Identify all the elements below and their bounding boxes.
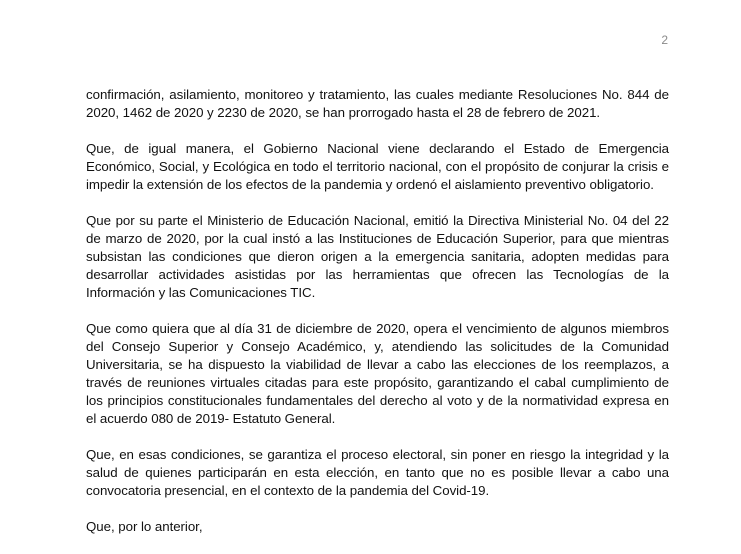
paragraph-conclusion-intro: Que, por lo anterior, [86,519,203,534]
paragraph-council-elections: Que como quiera que al día 31 de diciembre de 2020, opera el vencimiento de algunos miembros del Consejo Superior y Consejo Académico, y, atendiendo las solicitudes de la Comunidad Universitaria, se ha dispuesto la viabilidad de llevar a cabo las elecciones de los reemplazos, a través de reuniones virtuales citadas para este propósito, garantizando el cabal cumplimiento de los principios constitucionales fundamentales del derecho al voto y de la normatividad expresa en el acuerdo 080 de 2019- Estatuto General. [86,321,669,426]
paragraph-ministerial-directive: Que por su parte el Ministerio de Educación Nacional, emitió la Directiva Ministerial No. 04 del 22 de marzo de 2020, por la cual instó a las Instituciones de Educación Superior, para que mientras subsistan las condiciones que dieron origen a la emergencia sanitaria, adopten medidas para desarrollar actividades asistidas por las herramientas que ofrecen las Tecnologías de la Información y las Comunicaciones TIC. [86,213,669,300]
page-number: 2 [661,33,668,47]
paragraph-emergency-state: Que, de igual manera, el Gobierno Nacional viene declarando el Estado de Emergencia Económico, Social, y Ecológica en todo el territorio nacional, con el propósito de conjurar la crisis e impedir la extensión de los efectos de la pandemia y ordenó el aislamiento preventivo obligatorio. [86,141,669,192]
paragraph-electoral-guarantee: Que, en esas condiciones, se garantiza el proceso electoral, sin poner en riesgo la integridad y la salud de quienes participarán en esta elección, en tanto que no es posible llevar a cabo una convocatoria presencial, en el contexto de la pandemia del Covid-19. [86,447,669,498]
paragraph-resolutions: confirmación, asilamiento, monitoreo y tratamiento, las cuales mediante Resoluciones No. 844 de 2020, 1462 de 2020 y 2230 de 2020, se han prorrogado hasta el 28 de febrero de 2021. [86,87,669,120]
document-body [86,86,669,554]
